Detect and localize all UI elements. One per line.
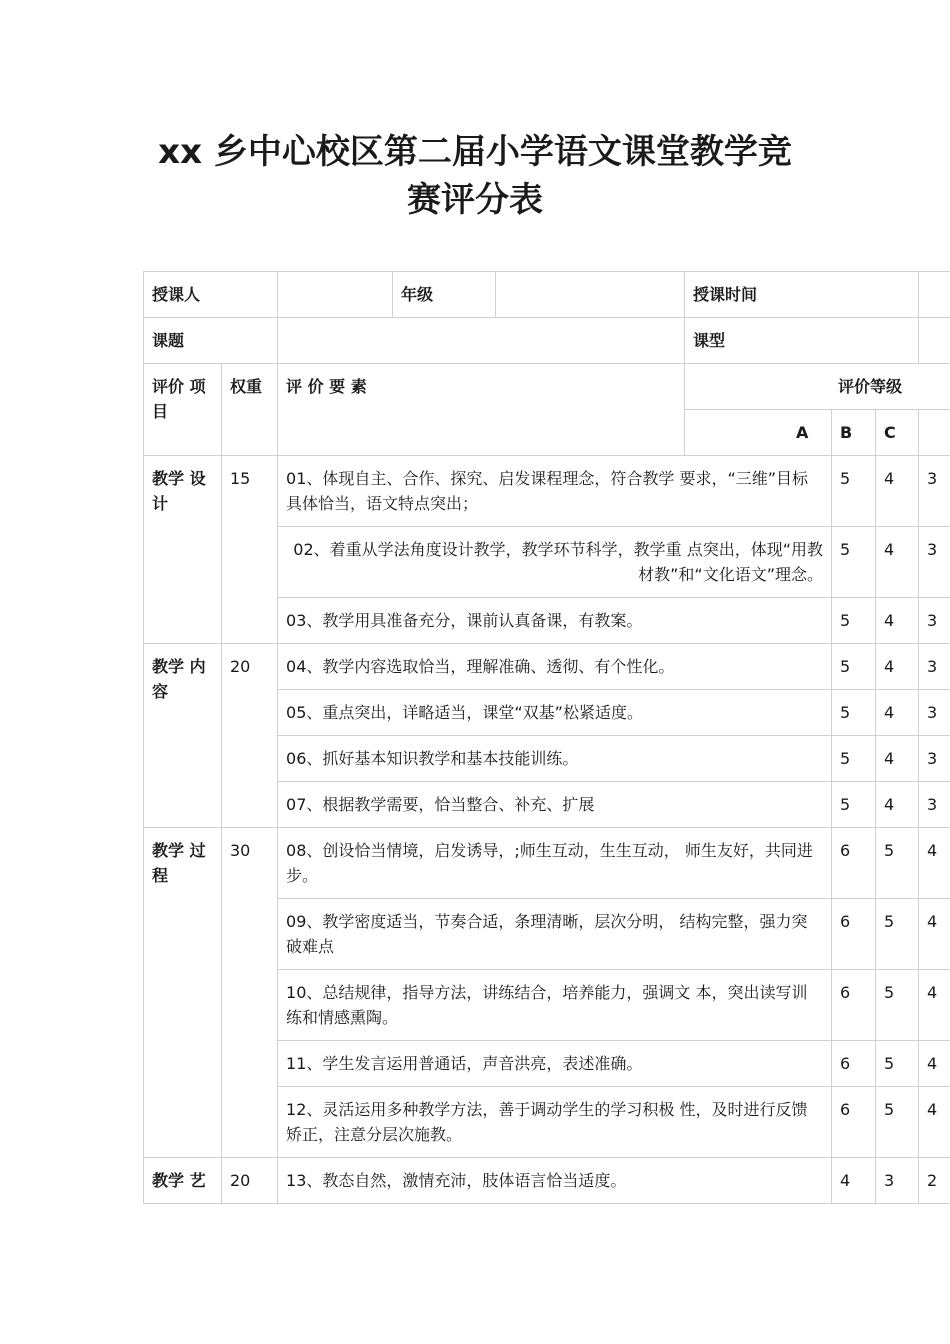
score-c: 3 <box>919 644 950 690</box>
section-weight: 20 <box>222 644 278 828</box>
grade-value[interactable] <box>496 272 685 318</box>
score-a-cell <box>832 828 876 899</box>
score-b: 3 <box>876 1158 919 1204</box>
score-b: 5 <box>876 970 919 1041</box>
column-header-row <box>144 364 950 410</box>
criterion-row <box>144 1158 950 1204</box>
score-a-cell <box>832 1158 876 1204</box>
criterion-text: 07、根据教学需要，恰当整合、补充、扩展 <box>278 782 832 828</box>
score-b: 4 <box>876 644 919 690</box>
section-name: 教学 艺 <box>144 1158 222 1204</box>
grade-c-header: C <box>876 410 919 456</box>
score-c: 3 <box>919 782 950 828</box>
grade-a-header-cell <box>685 410 832 456</box>
score-a-cell <box>832 736 876 782</box>
criterion-text: 05、重点突出，详略适当，课堂“双基”松紧适度。 <box>278 690 832 736</box>
score-a-cell <box>832 970 876 1041</box>
score-a-cell <box>832 644 876 690</box>
score-a: 5 <box>840 795 851 814</box>
title-line-1: xx 乡中心校区第二届小学语文课堂教学竞 <box>158 132 792 172</box>
score-c: 3 <box>919 736 950 782</box>
time-label: 授课时间 <box>685 272 919 318</box>
score-c: 3 <box>919 456 950 527</box>
topic-value[interactable] <box>278 318 685 364</box>
criterion-text: 11、学生发言运用普通话，声音洪亮，表述准确。 <box>278 1041 832 1087</box>
section-name: 教学 过程 <box>144 828 222 1158</box>
teacher-value[interactable] <box>278 272 393 318</box>
criterion-row <box>144 828 950 899</box>
elements-header: 评 价 要 素 <box>278 364 685 456</box>
item-header: 评价 项目 <box>144 364 222 456</box>
criterion-text: 09、教学密度适当，节奏合适，条理清晰，层次分明， 结构完整，强力突破难点 <box>278 899 832 970</box>
score-a: 5 <box>840 540 851 559</box>
section-weight: 15 <box>222 456 278 644</box>
score-a: 6 <box>840 912 851 931</box>
grade-label: 年级 <box>393 272 496 318</box>
score-a-cell <box>832 598 876 644</box>
score-a: 6 <box>840 983 851 1002</box>
criterion-text: 06、抓好基本知识教学和基本技能训练。 <box>278 736 832 782</box>
criterion-row <box>144 456 950 527</box>
grade-a-header: A <box>796 423 809 442</box>
score-a: 6 <box>840 841 851 860</box>
score-b: 4 <box>876 782 919 828</box>
score-table <box>143 271 950 1204</box>
score-c: 4 <box>919 1087 950 1158</box>
score-a: 6 <box>840 1054 851 1073</box>
criterion-row <box>144 644 950 690</box>
score-b: 4 <box>876 598 919 644</box>
score-c: 2 <box>919 1158 950 1204</box>
score-a-cell <box>832 690 876 736</box>
time-value[interactable] <box>919 272 950 318</box>
topic-label: 课题 <box>144 318 278 364</box>
criterion-text: 01、体现自主、合作、探究、启发课程理念，符合教学 要求，“三维”目标具体恰当，语文特点突出； <box>278 456 832 527</box>
score-c: 4 <box>919 1041 950 1087</box>
criterion-text: 13、教态自然，激情充沛，肢体语言恰当适度。 <box>278 1158 832 1204</box>
document-title <box>140 128 810 224</box>
section-name: 教学 设计 <box>144 456 222 644</box>
level-header-label: 评价等级 <box>838 377 903 396</box>
score-a: 6 <box>840 1100 851 1119</box>
title-line-2: 赛评分表 <box>407 180 543 220</box>
level-header <box>685 364 950 410</box>
info-row-1 <box>144 272 950 318</box>
weight-header: 权重 <box>222 364 278 456</box>
score-a-cell <box>832 527 876 598</box>
score-a: 5 <box>840 749 851 768</box>
score-a-cell <box>832 456 876 527</box>
score-a-cell <box>832 899 876 970</box>
section-name: 教学 内容 <box>144 644 222 828</box>
score-a: 5 <box>840 657 851 676</box>
score-c: 4 <box>919 970 950 1041</box>
score-a-cell <box>832 782 876 828</box>
criterion-text: 03、教学用具准备充分，课前认真备课，有教案。 <box>278 598 832 644</box>
score-c: 3 <box>919 598 950 644</box>
score-b: 5 <box>876 1087 919 1158</box>
section-weight: 20 <box>222 1158 278 1204</box>
criterion-text: 08、创设恰当情境，启发诱导，;师生互动，生生互动， 师生友好，共同进步。 <box>278 828 832 899</box>
score-b: 4 <box>876 736 919 782</box>
criterion-text: 02、着重从学法角度设计教学，教学环节科学，教学重 点突出，体现“用教材教”和“文化语文”理念。 <box>278 527 832 598</box>
criterion-text: 12、灵活运用多种教学方法，善于调动学生的学习积极 性，及时进行反馈矫正，注意分层次施教。 <box>278 1087 832 1158</box>
score-c: 3 <box>919 690 950 736</box>
score-b: 4 <box>876 690 919 736</box>
type-value[interactable] <box>919 318 950 364</box>
score-a: 5 <box>840 469 851 488</box>
score-a: 5 <box>840 703 851 722</box>
info-row-2 <box>144 318 950 364</box>
score-a: 4 <box>840 1171 851 1190</box>
score-c: 4 <box>919 828 950 899</box>
score-a-cell <box>832 1087 876 1158</box>
score-c: 3 <box>919 527 950 598</box>
criterion-text: 10、总结规律，指导方法，讲练结合，培养能力，强调文 本，突出读写训练和情感熏陶。 <box>278 970 832 1041</box>
criterion-text: 04、教学内容选取恰当，理解准确、透彻、有个性化。 <box>278 644 832 690</box>
score-b: 5 <box>876 1041 919 1087</box>
section-weight: 30 <box>222 828 278 1158</box>
score-a: 5 <box>840 611 851 630</box>
score-b: 5 <box>876 899 919 970</box>
teacher-label: 授课人 <box>144 272 278 318</box>
score-c: 4 <box>919 899 950 970</box>
score-a-cell <box>832 1041 876 1087</box>
type-label: 课型 <box>685 318 919 364</box>
score-b: 4 <box>876 527 919 598</box>
score-b: 5 <box>876 828 919 899</box>
grade-b-header: B <box>832 410 876 456</box>
score-b: 4 <box>876 456 919 527</box>
